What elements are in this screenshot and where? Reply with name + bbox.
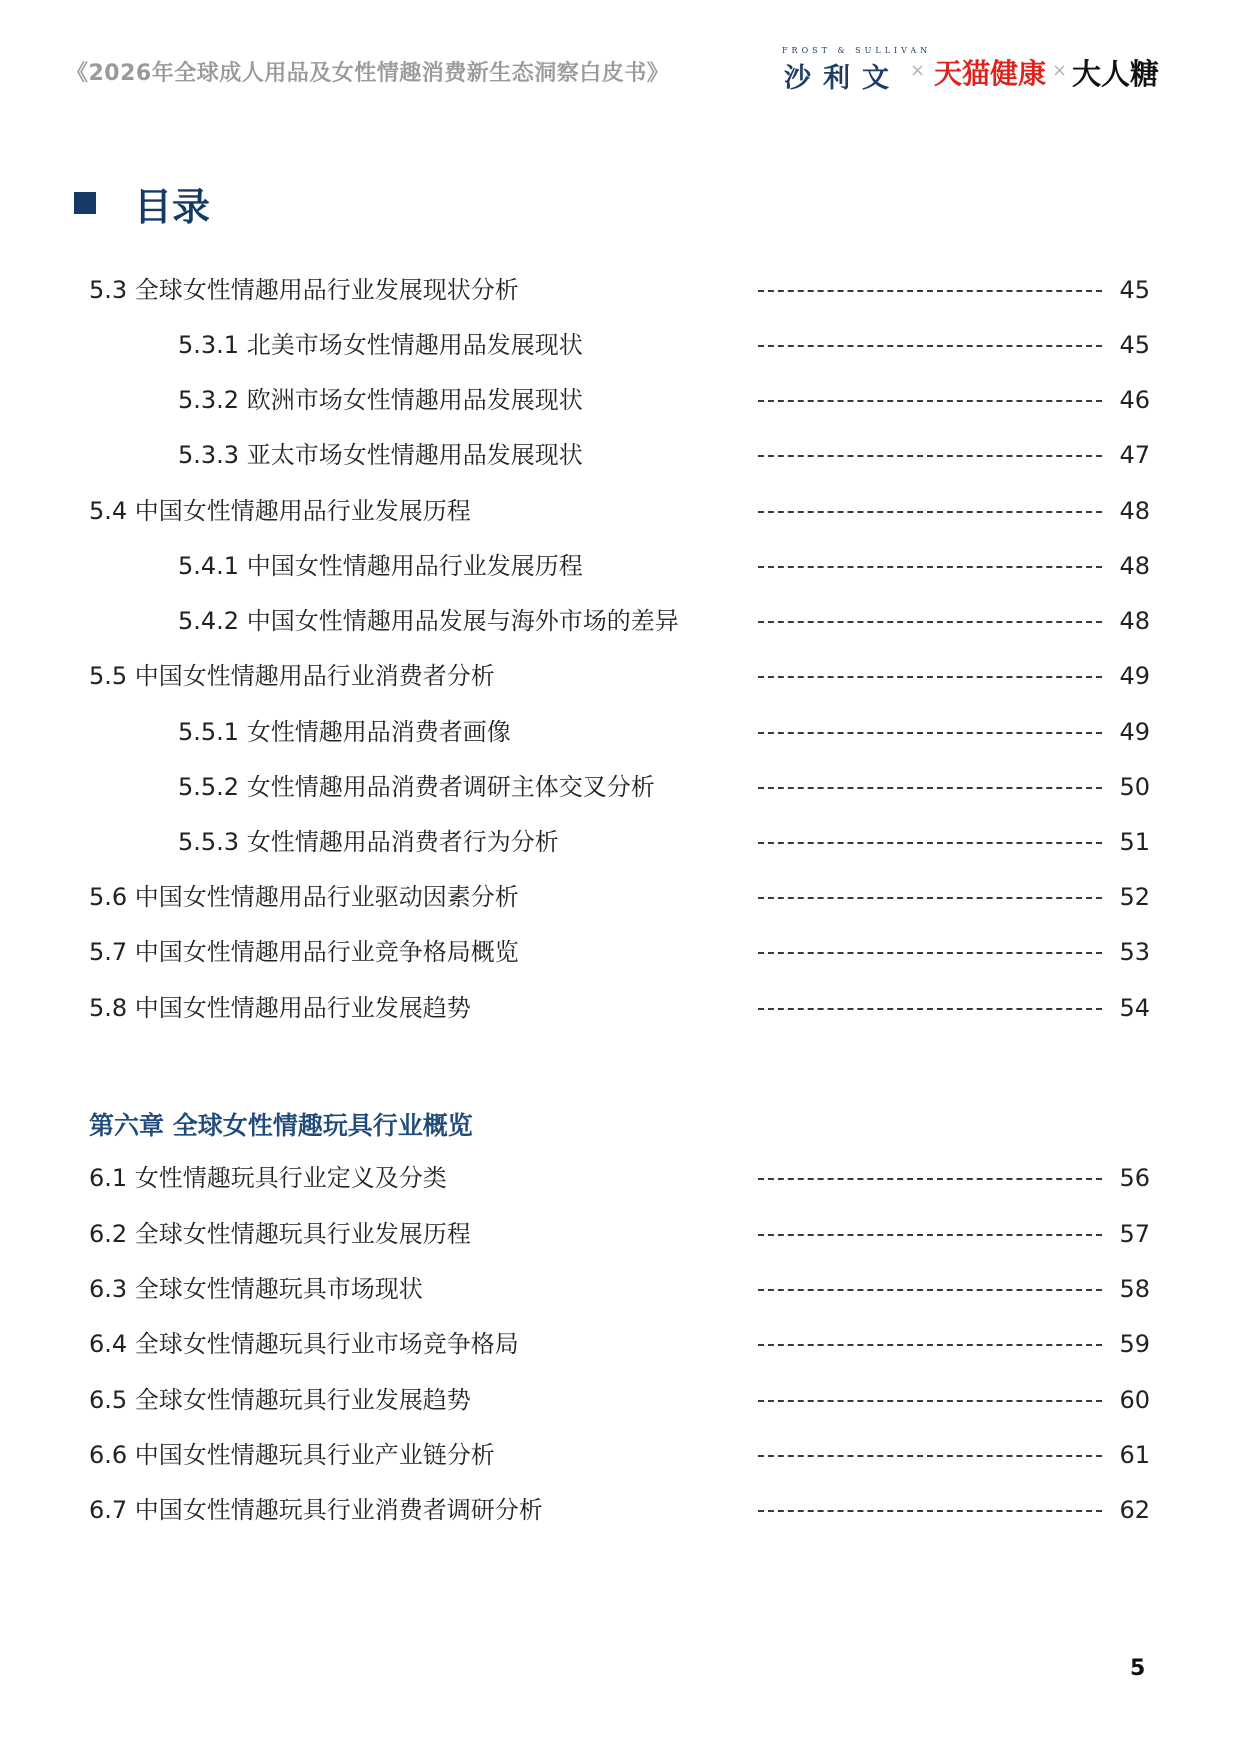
toc-entry-label: 6.2 全球女性情趣玩具行业发展历程 <box>89 1220 471 1248</box>
tmall-health-logo: 天猫健康 <box>934 57 1047 90</box>
toc-entry-page: 59 <box>1119 1330 1150 1358</box>
toc-entry-label: 5.5.1 女性情趣用品消费者画像 <box>178 718 511 746</box>
dot-leader <box>758 511 1102 513</box>
dot-leader <box>758 952 1102 954</box>
dot-leader <box>758 842 1102 844</box>
toc-entry-page: 48 <box>1119 607 1150 635</box>
toc-entry-page: 57 <box>1119 1220 1150 1248</box>
toc-entry-label: 5.5.2 女性情趣用品消费者调研主体交叉分析 <box>178 773 655 801</box>
dot-leader <box>758 1400 1102 1402</box>
dot-leader <box>758 621 1102 623</box>
logo-separator: × <box>1052 60 1068 81</box>
toc-entry-page: 48 <box>1119 552 1150 580</box>
dot-leader <box>758 1344 1102 1346</box>
toc-entry-label: 5.3 全球女性情趣用品行业发展现状分析 <box>89 276 519 304</box>
toc-entry[interactable] <box>0 1435 1234 1475</box>
toc-entry-page: 58 <box>1119 1275 1150 1303</box>
toc-entry[interactable] <box>0 767 1234 807</box>
dot-leader <box>758 787 1102 789</box>
dot-leader <box>758 1008 1102 1010</box>
toc-entry-page: 56 <box>1119 1164 1150 1192</box>
toc-entry-label: 5.6 中国女性情趣用品行业驱动因素分析 <box>89 883 519 911</box>
dot-leader <box>758 290 1102 292</box>
dot-leader <box>758 1289 1102 1291</box>
toc-entry-label: 5.4.1 中国女性情趣用品行业发展历程 <box>178 552 583 580</box>
toc-entry-page: 46 <box>1119 386 1150 414</box>
toc-entry-label: 5.3.2 欧洲市场女性情趣用品发展现状 <box>178 386 583 414</box>
toc-entry-label: 5.3.1 北美市场女性情趣用品发展现状 <box>178 331 583 359</box>
toc-entry-page: 51 <box>1119 828 1150 856</box>
toc-entry-label: 5.3.3 亚太市场女性情趣用品发展现状 <box>178 441 583 469</box>
toc-entry-page: 62 <box>1119 1496 1150 1524</box>
toc-entry[interactable] <box>0 1269 1234 1309</box>
toc-entry[interactable] <box>0 1214 1234 1254</box>
toc-heading <box>74 178 210 228</box>
toc-entry[interactable] <box>0 325 1234 365</box>
toc-entry-label: 5.4 中国女性情趣用品行业发展历程 <box>89 497 471 525</box>
toc-entry-page: 48 <box>1119 497 1150 525</box>
toc-entry[interactable] <box>0 988 1234 1028</box>
toc-entry[interactable] <box>0 601 1234 641</box>
dot-leader <box>758 676 1102 678</box>
heading-square-icon <box>74 192 96 214</box>
toc-entry-label: 6.1 女性情趣玩具行业定义及分类 <box>89 1164 447 1192</box>
toc-entry-label: 5.4.2 中国女性情趣用品发展与海外市场的差异 <box>178 607 679 635</box>
toc-entry-label: 6.6 中国女性情趣玩具行业产业链分析 <box>89 1441 495 1469</box>
dot-leader <box>758 566 1102 568</box>
toc-entry[interactable] <box>0 932 1234 972</box>
toc-entry[interactable] <box>0 656 1234 696</box>
toc-entry-label: 6.7 中国女性情趣玩具行业消费者调研分析 <box>89 1496 543 1524</box>
darentang-logo: 大人糖 <box>1072 57 1160 91</box>
toc-entry[interactable] <box>0 1380 1234 1420</box>
toc-entry[interactable] <box>0 1324 1234 1364</box>
frost-sullivan-logo-en: FROST & SULLIVAN <box>782 46 932 55</box>
toc-entry-page: 45 <box>1119 331 1150 359</box>
toc-entry-page: 49 <box>1119 662 1150 690</box>
toc-entry-label: 6.5 全球女性情趣玩具行业发展趋势 <box>89 1386 471 1414</box>
report-title: 《2026年全球成人用品及女性情趣消费新生态洞察白皮书》 <box>66 61 670 86</box>
toc-entry-page: 47 <box>1119 441 1150 469</box>
toc-entry-page: 60 <box>1119 1386 1150 1414</box>
dot-leader <box>758 1234 1102 1236</box>
dot-leader <box>758 1455 1102 1457</box>
toc-heading-text: 目录 <box>134 184 211 229</box>
page-number: 5 <box>1130 1656 1146 1681</box>
toc-entry[interactable] <box>0 491 1234 531</box>
toc-entry-label: 5.5 中国女性情趣用品行业消费者分析 <box>89 662 495 690</box>
dot-leader <box>758 400 1102 402</box>
toc-entry[interactable] <box>0 877 1234 917</box>
toc-entry[interactable] <box>0 1490 1234 1530</box>
toc-entry-label: 5.7 中国女性情趣用品行业竞争格局概览 <box>89 938 519 966</box>
toc-entry[interactable] <box>0 435 1234 475</box>
toc-entry[interactable] <box>0 380 1234 420</box>
toc-entry[interactable] <box>0 822 1234 862</box>
toc-entry-page: 61 <box>1119 1441 1150 1469</box>
chapter-heading[interactable]: 第六章 全球女性情趣玩具行业概览 <box>89 1111 473 1140</box>
toc-entry[interactable] <box>0 546 1234 586</box>
toc-entry-page: 50 <box>1119 773 1150 801</box>
dot-leader <box>758 732 1102 734</box>
toc-entry[interactable] <box>0 1158 1234 1198</box>
dot-leader <box>758 455 1102 457</box>
toc-entry-label: 5.8 中国女性情趣用品行业发展趋势 <box>89 994 471 1022</box>
dot-leader <box>758 345 1102 347</box>
toc-entry-page: 54 <box>1119 994 1150 1022</box>
toc-entry-label: 5.5.3 女性情趣用品消费者行为分析 <box>178 828 559 856</box>
dot-leader <box>758 1510 1102 1512</box>
toc-entry-page: 49 <box>1119 718 1150 746</box>
toc-entry-label: 6.3 全球女性情趣玩具市场现状 <box>89 1275 423 1303</box>
logo-separator: × <box>910 60 926 81</box>
dot-leader <box>758 897 1102 899</box>
toc-entry[interactable] <box>0 712 1234 752</box>
toc-entry[interactable] <box>0 270 1234 310</box>
toc-entry-page: 53 <box>1119 938 1150 966</box>
toc-entry-label: 6.4 全球女性情趣玩具行业市场竞争格局 <box>89 1330 519 1358</box>
frost-sullivan-logo-cn: 沙利文 <box>784 63 901 94</box>
dot-leader <box>758 1178 1102 1180</box>
toc-entry-page: 45 <box>1119 276 1150 304</box>
toc-entry-page: 52 <box>1119 883 1150 911</box>
